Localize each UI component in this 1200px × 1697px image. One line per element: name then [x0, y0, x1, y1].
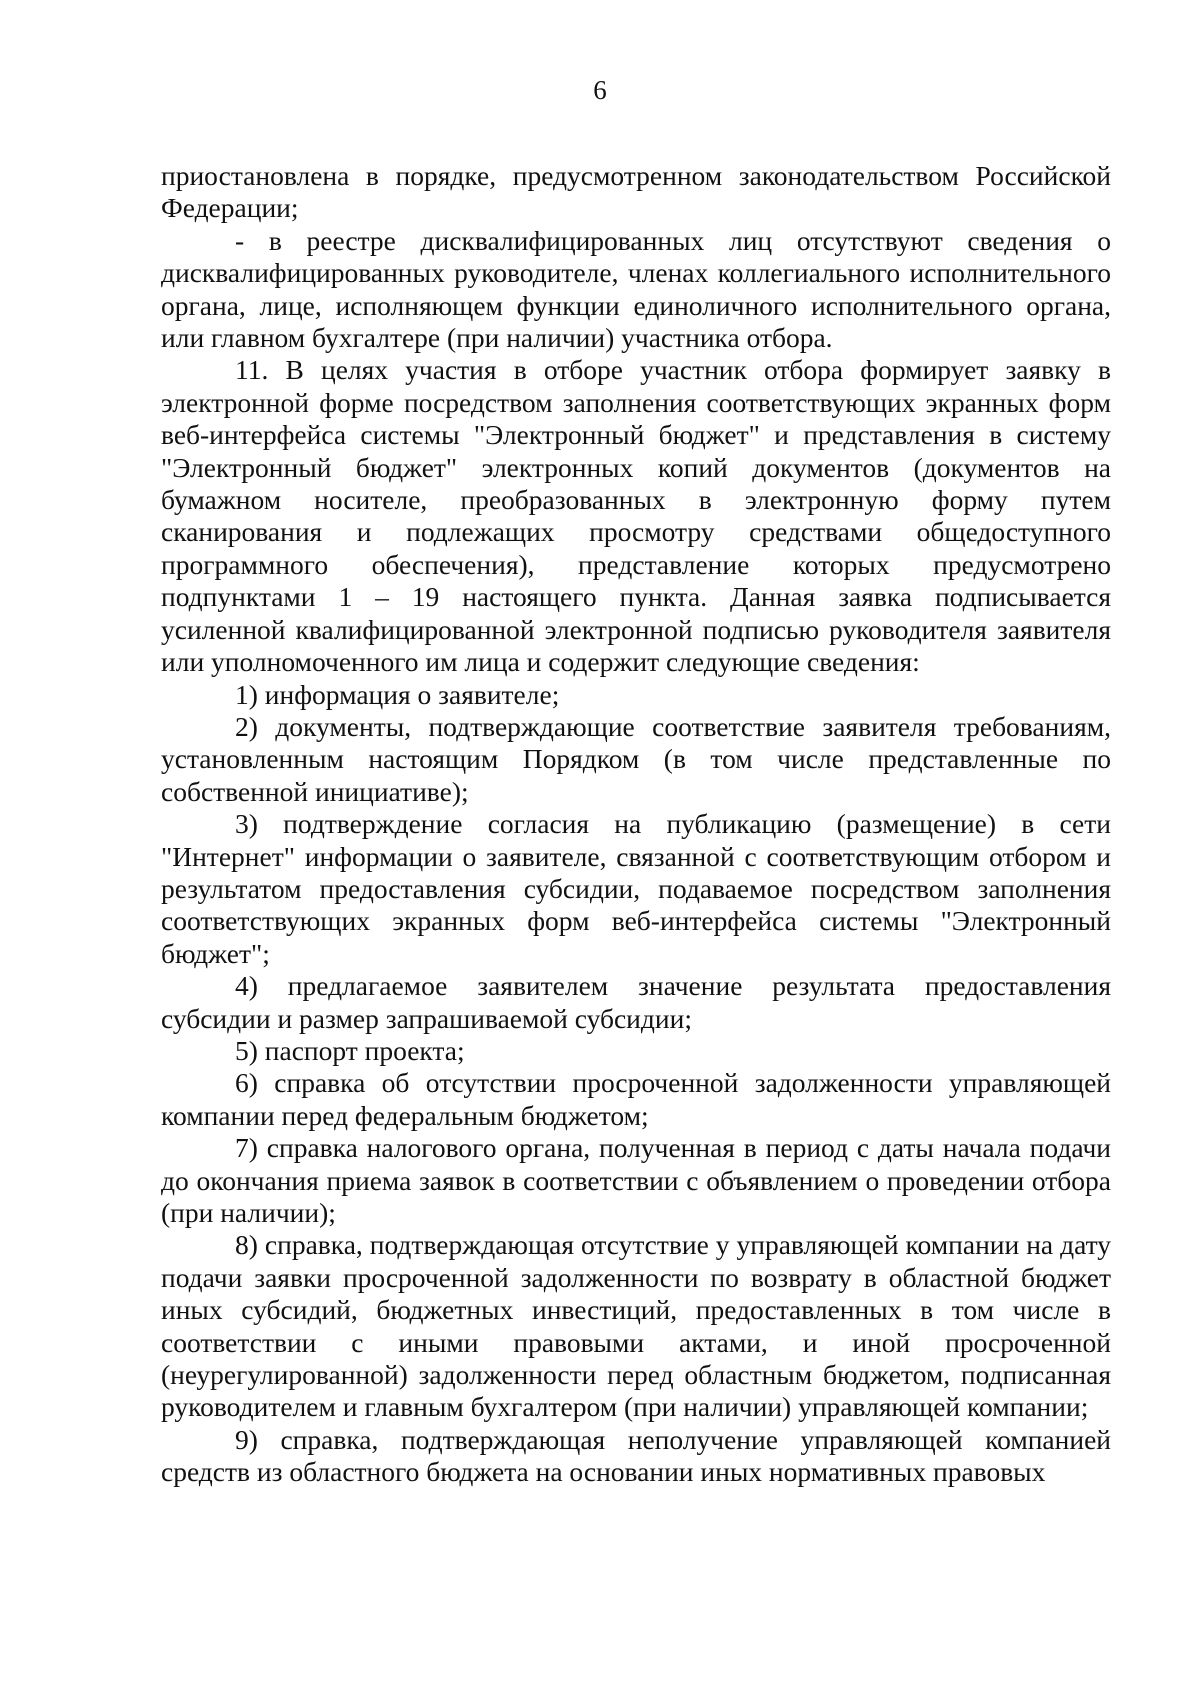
- list-item-1: 1) информация о заявителе;: [235, 678, 560, 710]
- list-item-3: 3) подтверждение согласия на публикацию (размещение) в сети "Интернет" информации о заявителе, связанной с соответствующим отбором и результатом предоставления субсидии, подаваемое посредством заполнения соответствующих экранных форм веб-интерфейса системы "Электронный бюджет";: [161, 808, 1111, 969]
- list-item-7: 7) справка налогового органа, полученная в период с даты начала подачи до окончания приема заявок в соответствии с объявлением о проведении отбора (при наличии);: [161, 1132, 1111, 1228]
- document-body: [161, 160, 1111, 1489]
- paragraph-continuation: приостановлена в порядке, предусмотренном законодательством Российской Федерации;: [161, 160, 1111, 224]
- paragraph-clause-11: 11. В целях участия в отборе участник отбора формирует заявку в электронной форме посредством заполнения соответствующих экранных форм веб-интерфейса системы "Электронный бюджет" и представления в систему "Электронный бюджет" электронных копий документов (документов на бумажном носителе, преобразованных в электронную форму путем сканирования и подлежащих просмотру средствами общедоступного программного обеспечения), представление которых предусмотрено подпунктами 1 – 19 настоящего пункта. Данная заявка подписывается усиленной квалифицированной электронной подписью руководителя заявителя или уполномоченного им лица и содержит следующие сведения:: [161, 354, 1111, 678]
- paragraph-disqualified-registry: - в реестре дисквалифицированных лиц отсутствуют сведения о дисквалифицированных руководителе, членах коллегиального исполнительного органа, лице, исполняющем функции единоличного исполнительного органа, или главном бухгалтере (при наличии) участника отбора.: [161, 224, 1111, 354]
- list-item-9: 9) справка, подтверждающая неполучение управляющей компанией средств из областного бюджета на основании иных нормативных правовых: [161, 1423, 1111, 1488]
- list-item-6: 6) справка об отсутствии просроченной задолженности управляющей компании перед федеральным бюджетом;: [161, 1067, 1111, 1131]
- list-item-8: 8) справка, подтверждающая отсутствие у управляющей компании на дату подачи заявки просроченной задолженности по возврату в областной бюджет иных субсидий, бюджетных инвестиций, предоставленных в том числе в соответствии с иными правовыми актами, и иной просроченной (неурегулированной) задолженности перед областным бюджетом, подписанная руководителем и главным бухгалтером (при наличии) управляющей компании;: [161, 1229, 1111, 1423]
- list-item-4: 4) предлагаемое заявителем значение результата предоставления субсидии и размер запрашиваемой субсидии;: [161, 970, 1111, 1034]
- list-item-2: 2) документы, подтверждающие соответствие заявителя требованиям, установленным настоящим Порядком (в том числе представленные по собственной инициативе);: [161, 710, 1111, 807]
- list-item-5: 5) паспорт проекта;: [235, 1034, 465, 1066]
- page-number: 6: [593, 75, 607, 105]
